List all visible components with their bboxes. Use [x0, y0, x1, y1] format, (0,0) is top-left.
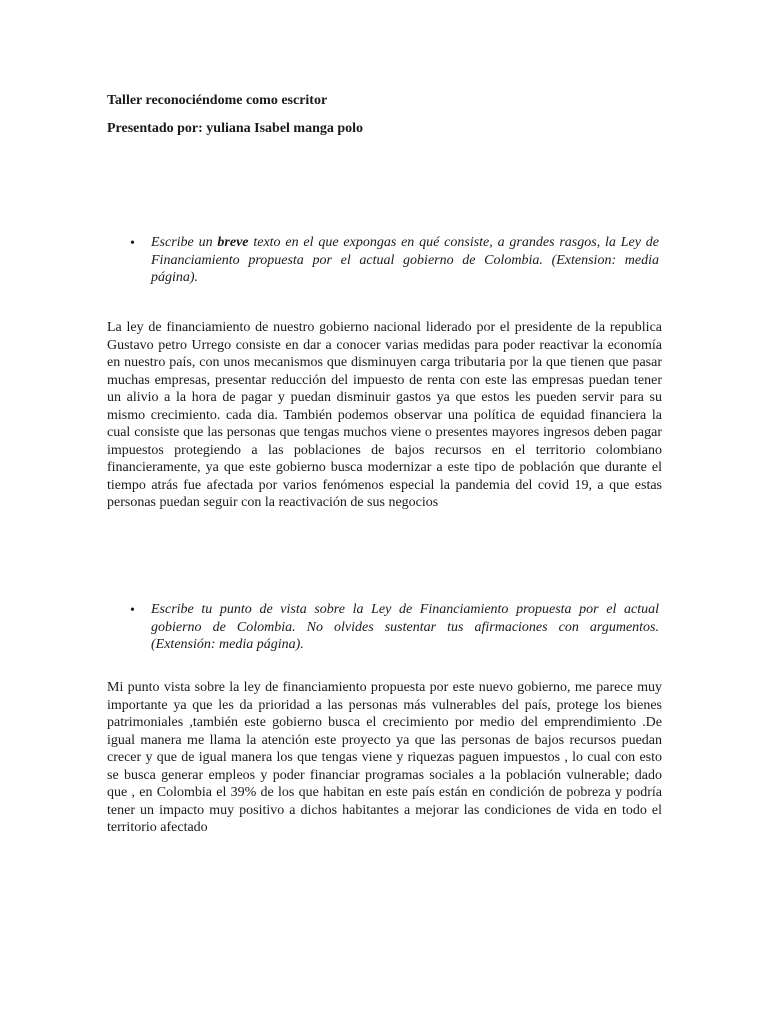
question-1 [151, 234, 659, 287]
answer-1-paragraph: La ley de financiamiento de nuestro gobierno nacional liderado por el presidente de la republica Gustavo petro Urrego consiste en dar a conocer varias medidas para poder reactivar la economía en nuestro país, con unos mecanismos que disminuyen carga tributaria por la que tienen que pasar muchas empresas, presentar reducción del impuesto de renta con este las empresas puedan tener un alivio a la hora de pagar y puedan disminuir gastos ya que estos les pueden servir para su mismo crecimiento. cada dia. También podemos observar una política de equidad financiera la cual consiste que las personas que tengas muchos viene o presentes mayores ingresos deben pagar impuestos protegiendo a las poblaciones de bajos recursos en el territorio colombiano financieramente, ya que este gobierno busca modernizar a este tipo de población que durante el tiempo atrás fue afectada por varios fenómenos especial la pandemia del covid 19, a que estas personas puedan seguir con la reactivación de sus negocios [107, 320, 662, 510]
document-title: Taller reconociéndome como escritor [107, 93, 328, 108]
author-line: Presentado por: yuliana Isabel manga polo [107, 121, 364, 136]
question-1-prefix: Escribe un [151, 235, 218, 250]
bullet-marker-1: • [130, 236, 135, 251]
bullet-marker-2: • [130, 603, 135, 618]
question-1-suffix: texto en el que expongas en qué consiste, a grandes rasgos, la Ley de Financiamiento propuesta por el actual gobierno de Colombia. (Extension: media página). [151, 235, 659, 285]
answer-2-paragraph: Mi punto vista sobre la ley de financiamiento propuesta por este nuevo gobierno, me parece muy importante ya que les da prioridad a las personas más vulnerables del país, protege los bienes patrimoniales ,también este gobierno busca el crecimiento por medio del emprendimiento .De igual manera me llama la atención este proyecto ya que las personas de bajos recursos puedan crecer y que de igual manera los que tengas viene y riquezas paguen impuestos , lo cual con esto se busca generar empleos y poder financiar programas sociales a la población vulnerable; dado que , en Colombia el 39% de los que habitan en este país están en condición de pobreza y podría tener un impacto muy positivo a dichos habitantes a mejorar las condiciones de vida en todo el territorio afectado [107, 680, 662, 835]
question-1-emphasis: breve [217, 235, 249, 250]
question-2: Escribe tu punto de vista sobre la Ley de Financiamiento propuesta por el actual gobierno de Colombia. No olvides sustentar tus afirmaciones con argumentos. (Extensión: media página). [151, 602, 659, 652]
